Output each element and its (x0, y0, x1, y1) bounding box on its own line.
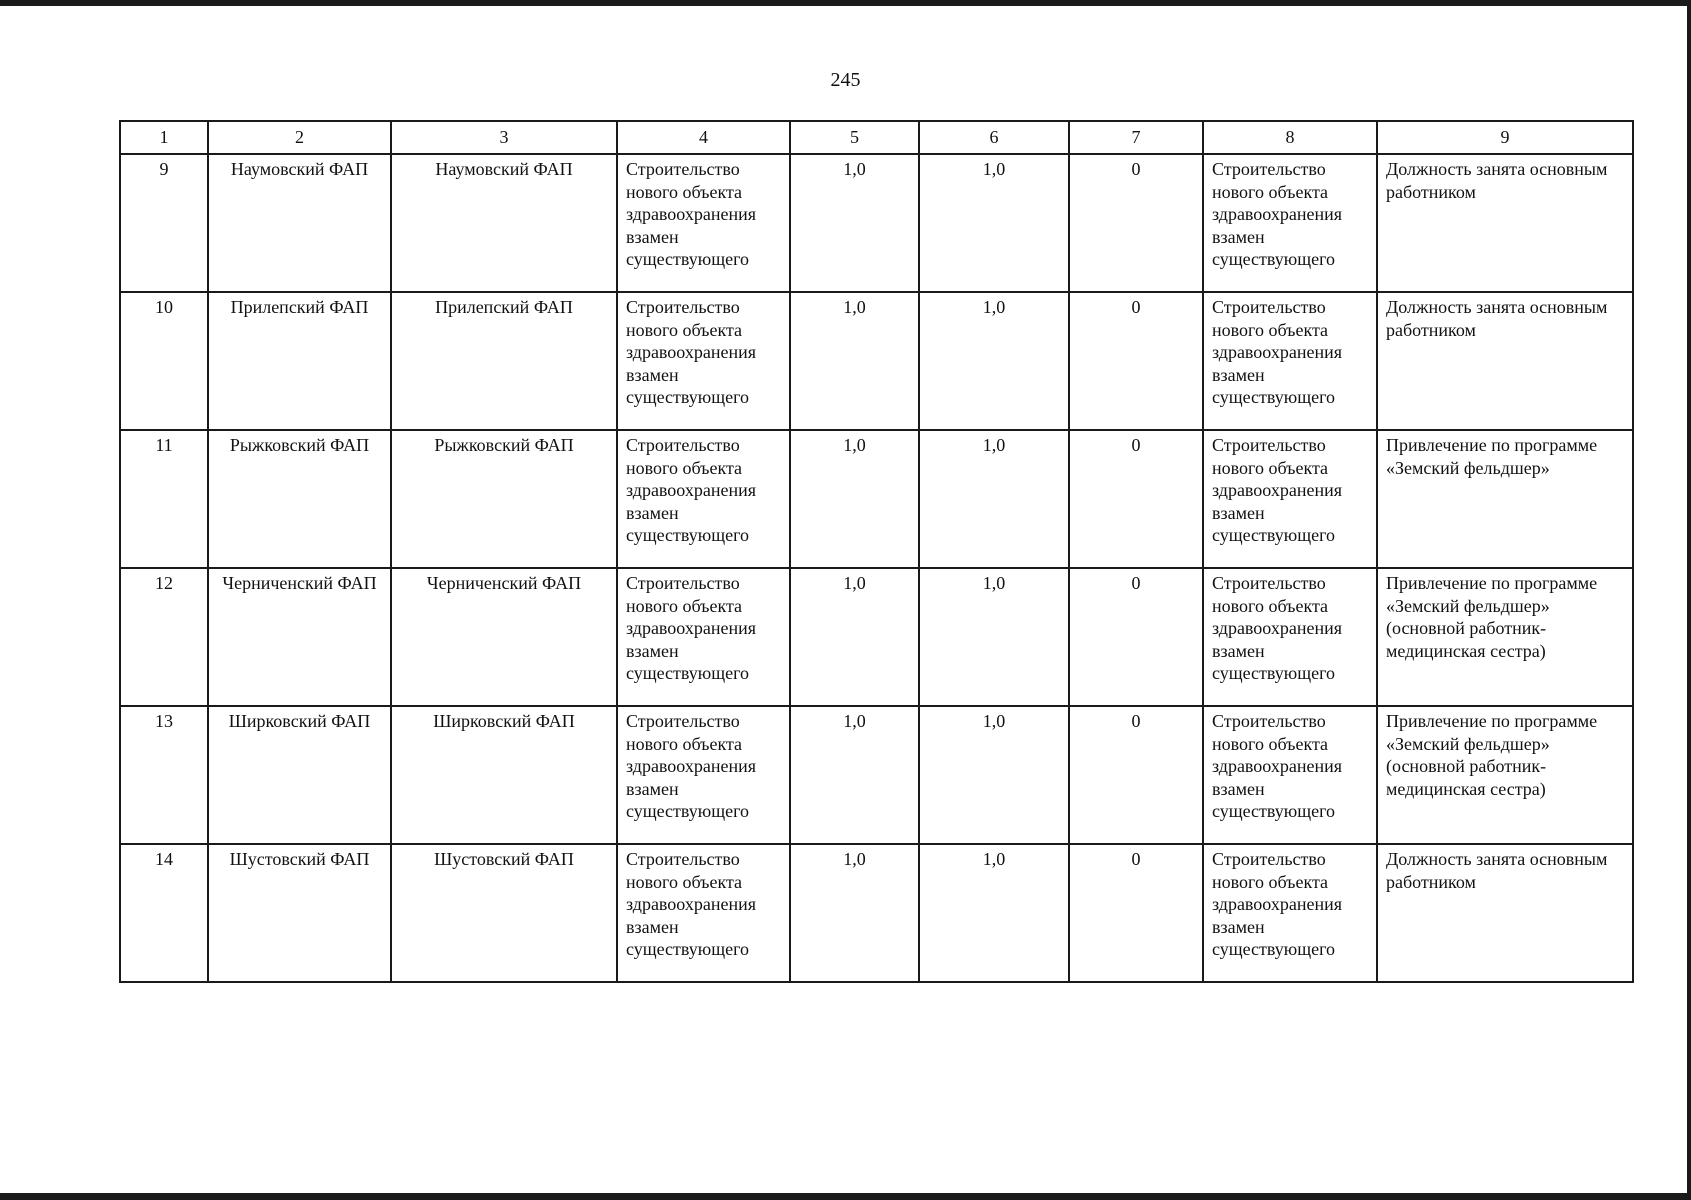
column-header: 6 (919, 121, 1069, 154)
facility-name: Прилепский ФАП (208, 292, 391, 430)
scan-border-bottom (0, 1193, 1691, 1200)
table-row (120, 154, 1633, 292)
column-header: 7 (1069, 121, 1203, 154)
scan-border-right (1687, 0, 1691, 1200)
facility-name-alt: Шустовский ФАП (391, 844, 617, 982)
column-header: 3 (391, 121, 617, 154)
measure-text-col8: Строительство нового объекта здравоохранения взамен существующего (1203, 154, 1377, 292)
table-row (120, 568, 1633, 706)
value-col5: 1,0 (790, 706, 919, 844)
value-col5: 1,0 (790, 568, 919, 706)
value-col7: 0 (1069, 568, 1203, 706)
measure-text: Строительство нового объекта здравоохранения взамен существующего (617, 844, 790, 982)
column-header: 1 (120, 121, 208, 154)
column-header: 5 (790, 121, 919, 154)
staffing-note: Привлечение по программе «Земский фельдшер» (1377, 430, 1633, 568)
value-col6: 1,0 (919, 154, 1069, 292)
value-col7: 0 (1069, 844, 1203, 982)
facility-name: Рыжковский ФАП (208, 430, 391, 568)
measure-text: Строительство нового объекта здравоохранения взамен существующего (617, 706, 790, 844)
value-col6: 1,0 (919, 430, 1069, 568)
facility-name-alt: Черниченский ФАП (391, 568, 617, 706)
facility-name-alt: Наумовский ФАП (391, 154, 617, 292)
value-col7: 0 (1069, 292, 1203, 430)
staffing-note: Должность занята основным работником (1377, 154, 1633, 292)
scan-border-top (0, 0, 1691, 6)
value-col6: 1,0 (919, 568, 1069, 706)
row-number: 11 (120, 430, 208, 568)
facility-name: Шустовский ФАП (208, 844, 391, 982)
value-col5: 1,0 (790, 154, 919, 292)
row-number: 13 (120, 706, 208, 844)
value-col6: 1,0 (919, 292, 1069, 430)
value-col5: 1,0 (790, 430, 919, 568)
value-col6: 1,0 (919, 706, 1069, 844)
value-col7: 0 (1069, 430, 1203, 568)
measure-text-col8: Строительство нового объекта здравоохранения взамен существующего (1203, 844, 1377, 982)
table-row (120, 292, 1633, 430)
table-row (120, 706, 1633, 844)
measure-text-col8: Строительство нового объекта здравоохранения взамен существующего (1203, 430, 1377, 568)
facility-name-alt: Ширковский ФАП (391, 706, 617, 844)
value-col7: 0 (1069, 154, 1203, 292)
facility-name-alt: Рыжковский ФАП (391, 430, 617, 568)
column-header: 8 (1203, 121, 1377, 154)
row-number: 14 (120, 844, 208, 982)
column-header: 9 (1377, 121, 1633, 154)
measure-text-col8: Строительство нового объекта здравоохранения взамен существующего (1203, 706, 1377, 844)
row-number: 12 (120, 568, 208, 706)
staffing-note: Привлечение по программе «Земский фельдшер» (основной работник- медицинская сестра) (1377, 568, 1633, 706)
table-row (120, 430, 1633, 568)
page-number: 245 (830, 69, 861, 91)
facility-name: Наумовский ФАП (208, 154, 391, 292)
facility-name: Ширковский ФАП (208, 706, 391, 844)
table-header-row (120, 121, 1633, 154)
facility-name-alt: Прилепский ФАП (391, 292, 617, 430)
measure-text-col8: Строительство нового объекта здравоохранения взамен существующего (1203, 292, 1377, 430)
value-col5: 1,0 (790, 844, 919, 982)
column-header: 4 (617, 121, 790, 154)
measure-text: Строительство нового объекта здравоохранения взамен существующего (617, 568, 790, 706)
staffing-note: Должность занята основным работником (1377, 844, 1633, 982)
staffing-note: Должность занята основным работником (1377, 292, 1633, 430)
row-number: 9 (120, 154, 208, 292)
value-col6: 1,0 (919, 844, 1069, 982)
measure-text-col8: Строительство нового объекта здравоохранения взамен существующего (1203, 568, 1377, 706)
staffing-note: Привлечение по программе «Земский фельдшер» (основной работник- медицинская сестра) (1377, 706, 1633, 844)
measure-text: Строительство нового объекта здравоохранения взамен существующего (617, 292, 790, 430)
measure-text: Строительство нового объекта здравоохранения взамен существующего (617, 154, 790, 292)
value-col5: 1,0 (790, 292, 919, 430)
data-table (119, 120, 1634, 983)
column-header: 2 (208, 121, 391, 154)
value-col7: 0 (1069, 706, 1203, 844)
row-number: 10 (120, 292, 208, 430)
facility-name: Черниченский ФАП (208, 568, 391, 706)
measure-text: Строительство нового объекта здравоохранения взамен существующего (617, 430, 790, 568)
table-row (120, 844, 1633, 982)
